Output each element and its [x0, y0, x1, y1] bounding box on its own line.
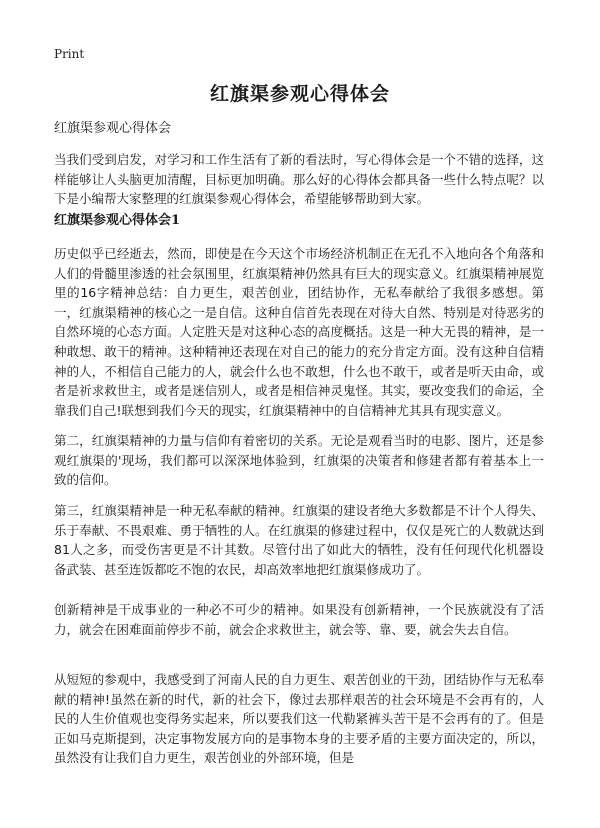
intro-paragraph: 当我们受到启发，对学习和工作生活有了新的看法时，写心得体会是一个不错的选择，这样能够让人头脑更加清醒，目标更加明确。那么好的心得体会都具备一些什么特点呢？以下是小编帮大家整理的红旗渠参观心得体会，希望能够帮助到大家。: [54, 152, 544, 207]
document-subtitle: 红旗渠参观心得体会: [54, 121, 172, 136]
print-link[interactable]: Print: [54, 47, 85, 61]
body-paragraph-3: 第三，红旗渠精神是一种无私奉献的精神。红旗渠的建设者绝大多数都是不计个人得失、乐于奉献、不畏艰难、勇于牺牲的人。在红旗渠的修建过程中，仅仅是死亡的人数就达到81人之多，而受伤害更是不计其数。尽管付出了如此大的牺牲，没有任何现代化机器设备武装、甚至连饭都吃不饱的农民，却高效率地把红旗渠修成功了。: [54, 503, 544, 577]
section-heading: 红旗渠参观心得体会1: [54, 213, 181, 228]
body-paragraph-5: 从短短的参观中，我感受到了河南人民的自力更生、艰苦创业的干劲，团结协作与无私奉献的精神!虽然在新的时代，新的社会下，像过去那样艰苦的社会环境是不会再有的，人民的人生价值观也变得务实起来，所以要我们这一代勒紧裤头苦干是不会再有的了。但是正如马克斯提到，决定事物发展方向的是事物本身的主要矛盾的主要方面决定的，所以，虽然没有让我们自力更生，艰苦创业的外部环境，但是: [54, 672, 544, 766]
body-paragraph-2: 第二，红旗渠精神的力量与信仰有着密切的关系。无论是观看当时的电影、图片，还是参观红旗渠的'现场，我们都可以深深地体验到，红旗渠的决策者和修建者都有着基本上一致的信仰。: [54, 433, 544, 488]
body-paragraph-1: 历史似乎已经逝去，然而，即使是在今天这个市场经济机制正在无孔不入地向各个角落和人们的骨髓里渗透的社会氛围里，红旗渠精神仍然具有巨大的现实意义。红旗渠精神展览里的16字精神总结：自力更生，艰苦创业，团结协作，无私奉献给了我很多感想。第一，红旗渠精神的核心之一是自信。这种自信首先表现在对待大自然、特别是对待恶劣的自然环境的心态方面。人定胜天是对这种心态的高度概括。这是一种大无畏的精神，是一种敢想、敢干的精神。这种精神还表现在对自己的能力的充分肯定方面。没有这种自信精神的人，不相信自己能力的人，就会什么也不敢想，什么也不敢干，或者是听天由命，或者是祈求救世主，或者是迷信别人，或者是相信神灵鬼怪。其实，要改变我们的命运，全靠我们自己!联想到我们今天的现实，红旗渠精神中的自信精神尤其具有现实意义。: [54, 246, 544, 418]
page-title: 红旗渠参观心得体会: [209, 83, 390, 105]
body-paragraph-4: 创新精神是干成事业的一种必不可少的精神。如果没有创新精神，一个民族就没有了活力，就会在困难面前停步不前，就会企求救世主，就会等、靠、要，就会失去自信。: [54, 602, 544, 637]
